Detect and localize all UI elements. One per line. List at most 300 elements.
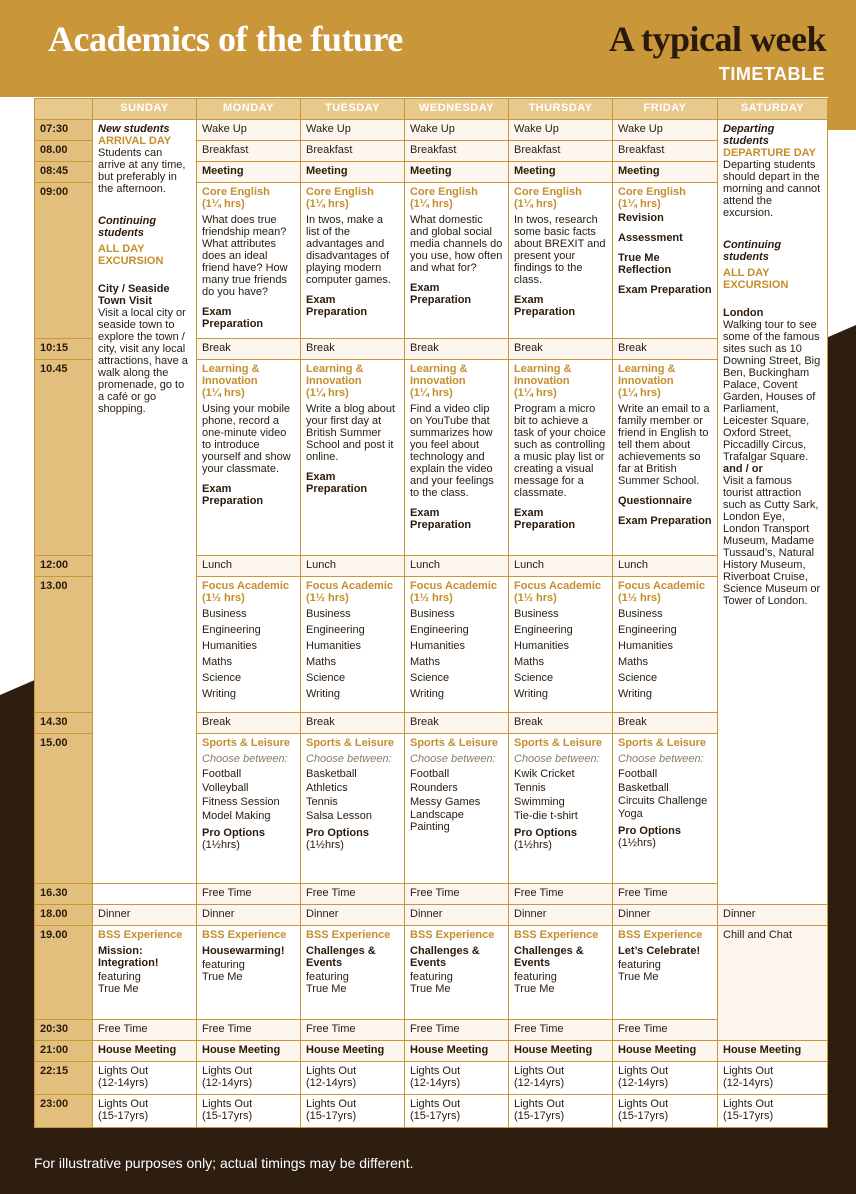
- time-label: 12:00: [35, 556, 93, 577]
- bss-featuring: featuring: [306, 971, 349, 983]
- learning-duration: (1¼ hrs): [514, 387, 557, 399]
- tuesday-meeting: Meeting: [301, 162, 405, 183]
- bss-theme: Mission: Integration!: [98, 945, 159, 969]
- time-label: 09:00: [35, 183, 93, 339]
- subject-writing: Writing: [202, 688, 237, 700]
- row-2030: [35, 1020, 828, 1041]
- focus-title: Focus Academic: [514, 580, 602, 592]
- bss-theme: Let’s Celebrate!: [618, 945, 701, 957]
- thursday-breakfast: Breakfast: [509, 141, 613, 162]
- lights-out: Lights Out: [618, 1065, 669, 1077]
- sport-option: Model Making: [202, 810, 271, 822]
- bss-featuring: featuring: [618, 959, 661, 971]
- friday-wake: Wake Up: [613, 120, 718, 141]
- day-header-monday: MONDAY: [197, 99, 301, 120]
- friday-free: Free Time: [613, 884, 718, 905]
- page-right-title: A typical week: [609, 19, 826, 59]
- lights-out: Lights Out: [618, 1098, 669, 1110]
- lights-out: Lights Out: [410, 1098, 461, 1110]
- subject-business: Business: [618, 608, 663, 620]
- learning-text: Program a micro bit to achieve a task of your choice such as controlling a music play list or creating a visual message for a classmate.: [514, 403, 606, 499]
- lights-out-age: (12-14yrs): [306, 1077, 357, 1089]
- subject-maths: Maths: [306, 656, 336, 668]
- time-label: 22:15: [35, 1062, 93, 1095]
- saturday-lights-out-old: [718, 1095, 828, 1128]
- subject-engineering: Engineering: [306, 624, 365, 636]
- bss-true-me: True Me: [514, 983, 555, 995]
- learning-duration: (1¼ hrs): [410, 387, 453, 399]
- tuesday-dinner: Dinner: [301, 905, 405, 926]
- lights-out-age: (12-14yrs): [410, 1077, 461, 1089]
- day-header-thursday: THURSDAY: [509, 99, 613, 120]
- wednesday-learning: [405, 360, 509, 556]
- monday-wake: Wake Up: [197, 120, 301, 141]
- core-english-text: In twos, research some basic facts about BREXIT and present your findings to the class.: [514, 214, 606, 286]
- bss-true-me: True Me: [410, 983, 451, 995]
- lights-out: Lights Out: [202, 1065, 253, 1077]
- thursday-bss: [509, 926, 613, 1020]
- focus-duration: (1½ hrs): [410, 592, 453, 604]
- sports-title: Sports & Leisure: [410, 737, 499, 749]
- tuesday-focus: [301, 577, 405, 713]
- friday-meeting: Meeting: [613, 162, 718, 183]
- thursday-dinner: Dinner: [509, 905, 613, 926]
- lights-out-age: (12-14yrs): [98, 1077, 149, 1089]
- thursday-meeting: Meeting: [509, 162, 613, 183]
- pro-duration: (1½hrs): [618, 837, 656, 849]
- subject-humanities: Humanities: [410, 640, 466, 652]
- focus-title: Focus Academic: [618, 580, 706, 592]
- subject-business: Business: [202, 608, 247, 620]
- time-label: 16.30: [35, 884, 93, 905]
- sport-option: Tie-die t-shirt: [514, 810, 578, 822]
- corner-cell: [35, 99, 93, 120]
- sport-option: Tennis: [514, 782, 546, 794]
- choose-between: Choose between:: [306, 753, 392, 765]
- sunday-excursion: ALL DAY EXCURSION: [98, 243, 164, 267]
- row-1800: [35, 905, 828, 926]
- lights-out: Lights Out: [306, 1065, 357, 1077]
- sunday-free: Free Time: [93, 1020, 197, 1041]
- subject-maths: Maths: [202, 656, 232, 668]
- saturday-departure-cell: [718, 120, 828, 905]
- tuesday-house-meeting: House Meeting: [301, 1041, 405, 1062]
- sunday-new-students: New students: [98, 123, 170, 135]
- core-english-text: In twos, make a list of the advantages and disadvantages of playing modern computer games.: [306, 214, 391, 286]
- sport-option: Basketball: [306, 768, 357, 780]
- bss-theme: Challenges & Events: [306, 945, 376, 969]
- monday-lights-out-old: [197, 1095, 301, 1128]
- lights-out-age: (12-14yrs): [514, 1077, 565, 1089]
- focus-title: Focus Academic: [202, 580, 290, 592]
- time-label: 14.30: [35, 713, 93, 734]
- wednesday-lights-out-old: [405, 1095, 509, 1128]
- time-label: 18.00: [35, 905, 93, 926]
- exam-preparation: Exam Preparation: [514, 294, 576, 318]
- wednesday-meeting: Meeting: [405, 162, 509, 183]
- subject-science: Science: [410, 672, 450, 684]
- friday-core-english: [613, 183, 718, 339]
- sport-option: Swimming: [514, 796, 565, 808]
- saturday-lights-out-young: [718, 1062, 828, 1095]
- friday-lunch: Lunch: [613, 556, 718, 577]
- subject-business: Business: [410, 608, 455, 620]
- sport-option: Salsa Lesson: [306, 810, 373, 822]
- thursday-wake: Wake Up: [509, 120, 613, 141]
- tuesday-sports: [301, 734, 405, 884]
- bss-title: BSS Experience: [410, 929, 495, 941]
- sunday-arrival-text: Students can arrive at any time, but preferably in the afternoon.: [98, 147, 186, 195]
- friday-sports: [613, 734, 718, 884]
- core-english-duration: (1¼ hrs): [306, 198, 349, 210]
- sports-title: Sports & Leisure: [618, 737, 707, 749]
- saturday-chill: Chill and Chat: [718, 926, 828, 1041]
- day-header-row: [35, 99, 828, 120]
- saturday-continuing: Continuing students: [723, 239, 782, 263]
- pro-options: Pro Options: [202, 827, 265, 839]
- bss-featuring: featuring: [410, 971, 453, 983]
- core-english-duration: (1¼ hrs): [410, 198, 453, 210]
- core-english-title: Core English: [618, 186, 686, 198]
- sunday-house-meeting: House Meeting: [93, 1041, 197, 1062]
- learning-text: Write a blog about your first day at British Summer School and post it online.: [306, 403, 396, 463]
- lights-out: Lights Out: [202, 1098, 253, 1110]
- saturday-london: London: [723, 307, 764, 319]
- pro-duration: (1½hrs): [202, 839, 240, 851]
- exam-preparation: Exam Preparation: [618, 284, 712, 296]
- subject-science: Science: [514, 672, 554, 684]
- sports-title: Sports & Leisure: [514, 737, 603, 749]
- subject-humanities: Humanities: [514, 640, 570, 652]
- lights-out-age: (12-14yrs): [723, 1077, 774, 1089]
- saturday-departure-text: Departing students should depart in the morning and cannot attend the excursion.: [723, 159, 821, 219]
- sunday-continuing: Continuing students: [98, 215, 157, 239]
- lights-out: Lights Out: [723, 1065, 774, 1077]
- subject-science: Science: [202, 672, 242, 684]
- saturday-house-meeting: House Meeting: [718, 1041, 828, 1062]
- focus-duration: (1½ hrs): [306, 592, 349, 604]
- bss-featuring: featuring: [514, 971, 557, 983]
- exam-preparation: Exam Preparation: [202, 306, 264, 330]
- bss-theme: Challenges & Events: [410, 945, 480, 969]
- friday-questionnaire: Questionnaire: [618, 495, 692, 507]
- thursday-core-english: [509, 183, 613, 339]
- saturday-departure-day: DEPARTURE DAY: [723, 147, 816, 159]
- monday-break-2: Break: [197, 713, 301, 734]
- focus-title: Focus Academic: [410, 580, 498, 592]
- sunday-dinner: Dinner: [93, 905, 197, 926]
- sport-option: Circuits Challenge: [618, 795, 708, 807]
- core-english-duration: (1¼ hrs): [514, 198, 557, 210]
- friday-break-2: Break: [613, 713, 718, 734]
- row-2100: [35, 1041, 828, 1062]
- tuesday-breakfast: Breakfast: [301, 141, 405, 162]
- friday-house-meeting: House Meeting: [613, 1041, 718, 1062]
- page-right-subtitle: TIMETABLE: [718, 64, 825, 84]
- core-english-text: What domestic and global social media channels do you use, how often and what for?: [410, 214, 503, 274]
- lights-out: Lights Out: [306, 1098, 357, 1110]
- subject-engineering: Engineering: [410, 624, 469, 636]
- sport-option: Rounders: [410, 782, 458, 794]
- core-english-title: Core English: [514, 186, 582, 198]
- sunday-bss: [93, 926, 197, 1020]
- thursday-house-meeting: House Meeting: [509, 1041, 613, 1062]
- saturday-visit-text: Visit a famous tourist attraction such as Cutty Sark, London Eye, London Transport Museum, Madame Tussaud’s, Natural History Museum, Riverboat Cruise, Science Museum or Tower of London.: [723, 475, 821, 607]
- subject-writing: Writing: [618, 688, 653, 700]
- sport-option: Landscape Painting: [410, 809, 464, 833]
- learning-title: Learning & Innovation: [618, 363, 676, 387]
- tuesday-learning: [301, 360, 405, 556]
- lights-out-age: (15-17yrs): [514, 1110, 565, 1122]
- pro-options: Pro Options: [618, 825, 681, 837]
- tuesday-free-2: Free Time: [301, 1020, 405, 1041]
- sport-option: Athletics: [306, 782, 348, 794]
- thursday-free-2: Free Time: [509, 1020, 613, 1041]
- sport-option: Football: [202, 768, 242, 780]
- subject-writing: Writing: [514, 688, 549, 700]
- sunday-empty: [93, 884, 197, 905]
- tuesday-lunch: Lunch: [301, 556, 405, 577]
- lights-out-age: (15-17yrs): [410, 1110, 461, 1122]
- thursday-free: Free Time: [509, 884, 613, 905]
- lights-out-age: (15-17yrs): [618, 1110, 669, 1122]
- exam-preparation: Exam Preparation: [514, 507, 576, 531]
- monday-bss: [197, 926, 301, 1020]
- subject-business: Business: [514, 608, 559, 620]
- wednesday-break: Break: [405, 339, 509, 360]
- wednesday-wake: Wake Up: [405, 120, 509, 141]
- choose-between: Choose between:: [514, 753, 600, 765]
- bss-title: BSS Experience: [306, 929, 391, 941]
- tuesday-break: Break: [301, 339, 405, 360]
- wednesday-breakfast: Breakfast: [405, 141, 509, 162]
- sunday-lights-out-young: [93, 1062, 197, 1095]
- time-label: 08.00: [35, 141, 93, 162]
- bss-theme: Challenges & Events: [514, 945, 584, 969]
- monday-dinner: Dinner: [197, 905, 301, 926]
- wednesday-break-2: Break: [405, 713, 509, 734]
- bss-true-me: True Me: [618, 971, 659, 983]
- lights-out: Lights Out: [514, 1098, 565, 1110]
- wednesday-core-english: [405, 183, 509, 339]
- learning-title: Learning & Innovation: [202, 363, 260, 387]
- learning-title: Learning & Innovation: [306, 363, 364, 387]
- monday-break: Break: [197, 339, 301, 360]
- saturday-london-text: Walking tour to see some of the famous sites such as 10 Downing Street, Big Ben, Buckingham Palace, Covent Garden, Houses of Parliament, Leicester Square, Oxford Street, Piccadilly Circus, Trafalgar Square.: [723, 319, 821, 463]
- bss-title: BSS Experience: [618, 929, 703, 941]
- friday-revision: Revision: [618, 212, 664, 224]
- sport-option: Tennis: [306, 796, 338, 808]
- thursday-sports: [509, 734, 613, 884]
- friday-learning: [613, 360, 718, 556]
- bss-theme: Housewarming!: [202, 945, 285, 957]
- bss-featuring: featuring: [202, 959, 245, 971]
- wednesday-lunch: Lunch: [405, 556, 509, 577]
- time-label: 10:15: [35, 339, 93, 360]
- wednesday-dinner: Dinner: [405, 905, 509, 926]
- thursday-break-2: Break: [509, 713, 613, 734]
- bss-true-me: True Me: [202, 971, 243, 983]
- subject-maths: Maths: [618, 656, 648, 668]
- core-english-title: Core English: [306, 186, 374, 198]
- core-english-text: What does true friendship mean? What attributes does an ideal friend have? How many true friends do you have?: [202, 214, 288, 298]
- row-2300: [35, 1095, 828, 1128]
- tuesday-lights-out-old: [301, 1095, 405, 1128]
- focus-duration: (1½ hrs): [618, 592, 661, 604]
- thursday-focus: [509, 577, 613, 713]
- subject-engineering: Engineering: [618, 624, 677, 636]
- subject-science: Science: [618, 672, 658, 684]
- monday-core-english: [197, 183, 301, 339]
- wednesday-house-meeting: House Meeting: [405, 1041, 509, 1062]
- time-label: 08:45: [35, 162, 93, 183]
- friday-reflection: True Me Reflection: [618, 252, 672, 276]
- time-label: 07:30: [35, 120, 93, 141]
- learning-duration: (1¼ hrs): [618, 387, 661, 399]
- sunday-visit-text: Visit a local city or seaside town to explore the town / city, visit any local attractions, have a walk along the promenade, go to a café or go shopping.: [98, 307, 188, 415]
- focus-title: Focus Academic: [306, 580, 394, 592]
- sunday-lights-out-old: [93, 1095, 197, 1128]
- monday-focus: [197, 577, 301, 713]
- time-label: 13.00: [35, 577, 93, 713]
- sport-option: Volleyball: [202, 782, 249, 794]
- thursday-lights-out-young: [509, 1062, 613, 1095]
- lights-out: Lights Out: [514, 1065, 565, 1077]
- lights-out-age: (15-17yrs): [98, 1110, 149, 1122]
- sports-title: Sports & Leisure: [306, 737, 395, 749]
- time-label: 10.45: [35, 360, 93, 556]
- monday-house-meeting: House Meeting: [197, 1041, 301, 1062]
- saturday-andor: and / or: [723, 463, 763, 475]
- subject-engineering: Engineering: [202, 624, 261, 636]
- lights-out: Lights Out: [98, 1098, 149, 1110]
- sport-option: Football: [618, 768, 658, 780]
- saturday-excursion: ALL DAY EXCURSION: [723, 267, 789, 291]
- sport-option: Yoga: [618, 808, 643, 820]
- sport-option: Fitness Session: [202, 796, 280, 808]
- bss-true-me: True Me: [98, 983, 139, 995]
- time-label: 23:00: [35, 1095, 93, 1128]
- lights-out: Lights Out: [410, 1065, 461, 1077]
- monday-free-2: Free Time: [197, 1020, 301, 1041]
- subject-humanities: Humanities: [306, 640, 362, 652]
- thursday-break: Break: [509, 339, 613, 360]
- lights-out-age: (12-14yrs): [618, 1077, 669, 1089]
- subject-maths: Maths: [514, 656, 544, 668]
- sunday-arrival-day: ARRIVAL DAY: [98, 135, 172, 147]
- bss-title: BSS Experience: [514, 929, 599, 941]
- lights-out-age: (15-17yrs): [723, 1110, 774, 1122]
- saturday-departing: Departing students: [723, 123, 775, 147]
- time-label: 20:30: [35, 1020, 93, 1041]
- focus-duration: (1½ hrs): [514, 592, 557, 604]
- subject-writing: Writing: [410, 688, 445, 700]
- wednesday-bss: [405, 926, 509, 1020]
- day-header-sunday: SUNDAY: [93, 99, 197, 120]
- exam-preparation: Exam Preparation: [410, 507, 472, 531]
- friday-lights-out-old: [613, 1095, 718, 1128]
- sport-option: Kwik Cricket: [514, 768, 575, 780]
- tuesday-free: Free Time: [301, 884, 405, 905]
- row-0730: [35, 120, 828, 141]
- exam-preparation: Exam Preparation: [618, 515, 712, 527]
- monday-sports: [197, 734, 301, 884]
- lights-out: Lights Out: [98, 1065, 149, 1077]
- monday-meeting: Meeting: [197, 162, 301, 183]
- friday-dinner: Dinner: [613, 905, 718, 926]
- subject-engineering: Engineering: [514, 624, 573, 636]
- row-2215: [35, 1062, 828, 1095]
- day-header-tuesday: TUESDAY: [301, 99, 405, 120]
- friday-free-2: Free Time: [613, 1020, 718, 1041]
- friday-lights-out-young: [613, 1062, 718, 1095]
- sports-title: Sports & Leisure: [202, 737, 291, 749]
- wednesday-focus: [405, 577, 509, 713]
- tuesday-break-2: Break: [301, 713, 405, 734]
- lights-out-age: (15-17yrs): [306, 1110, 357, 1122]
- bss-title: BSS Experience: [98, 929, 183, 941]
- timetable: [34, 98, 828, 1128]
- choose-between: Choose between:: [202, 753, 288, 765]
- choose-between: Choose between:: [410, 753, 496, 765]
- lights-out: Lights Out: [723, 1098, 774, 1110]
- time-label: 15.00: [35, 734, 93, 884]
- learning-text: Find a video clip on YouTube that summarizes how you feel about technology and explain the video and your feelings to the class.: [410, 403, 494, 499]
- exam-preparation: Exam Preparation: [306, 471, 368, 495]
- tuesday-core-english: [301, 183, 405, 339]
- row-1900: [35, 926, 828, 1020]
- subject-maths: Maths: [410, 656, 440, 668]
- monday-breakfast: Breakfast: [197, 141, 301, 162]
- friday-assessment: Assessment: [618, 232, 683, 244]
- lights-out-age: (12-14yrs): [202, 1077, 253, 1089]
- thursday-learning: [509, 360, 613, 556]
- subject-writing: Writing: [306, 688, 341, 700]
- sport-option: Basketball: [618, 782, 669, 794]
- wednesday-free-2: Free Time: [405, 1020, 509, 1041]
- exam-preparation: Exam Preparation: [410, 282, 472, 306]
- focus-duration: (1½ hrs): [202, 592, 245, 604]
- learning-title: Learning & Innovation: [514, 363, 572, 387]
- monday-free: Free Time: [197, 884, 301, 905]
- wednesday-sports: [405, 734, 509, 884]
- page-header: [0, 0, 856, 97]
- friday-bss: [613, 926, 718, 1020]
- footnote: For illustrative purposes only; actual timings may be different.: [34, 1155, 414, 1171]
- subject-business: Business: [306, 608, 351, 620]
- pro-options: Pro Options: [514, 827, 577, 839]
- monday-learning: [197, 360, 301, 556]
- friday-breakfast: Breakfast: [613, 141, 718, 162]
- monday-lights-out-young: [197, 1062, 301, 1095]
- exam-preparation: Exam Preparation: [202, 483, 264, 507]
- learning-duration: (1¼ hrs): [202, 387, 245, 399]
- friday-break: Break: [613, 339, 718, 360]
- sunday-arrival-cell: [93, 120, 197, 884]
- pro-duration: (1½hrs): [514, 839, 552, 851]
- learning-duration: (1¼ hrs): [306, 387, 349, 399]
- day-header-friday: FRIDAY: [613, 99, 718, 120]
- core-english-duration: (1¼ hrs): [618, 198, 661, 210]
- time-label: 19.00: [35, 926, 93, 1020]
- row-1630: [35, 884, 828, 905]
- friday-focus: [613, 577, 718, 713]
- wednesday-free: Free Time: [405, 884, 509, 905]
- pro-duration: (1½hrs): [306, 839, 344, 851]
- subject-science: Science: [306, 672, 346, 684]
- sport-option: Football: [410, 768, 450, 780]
- monday-lunch: Lunch: [197, 556, 301, 577]
